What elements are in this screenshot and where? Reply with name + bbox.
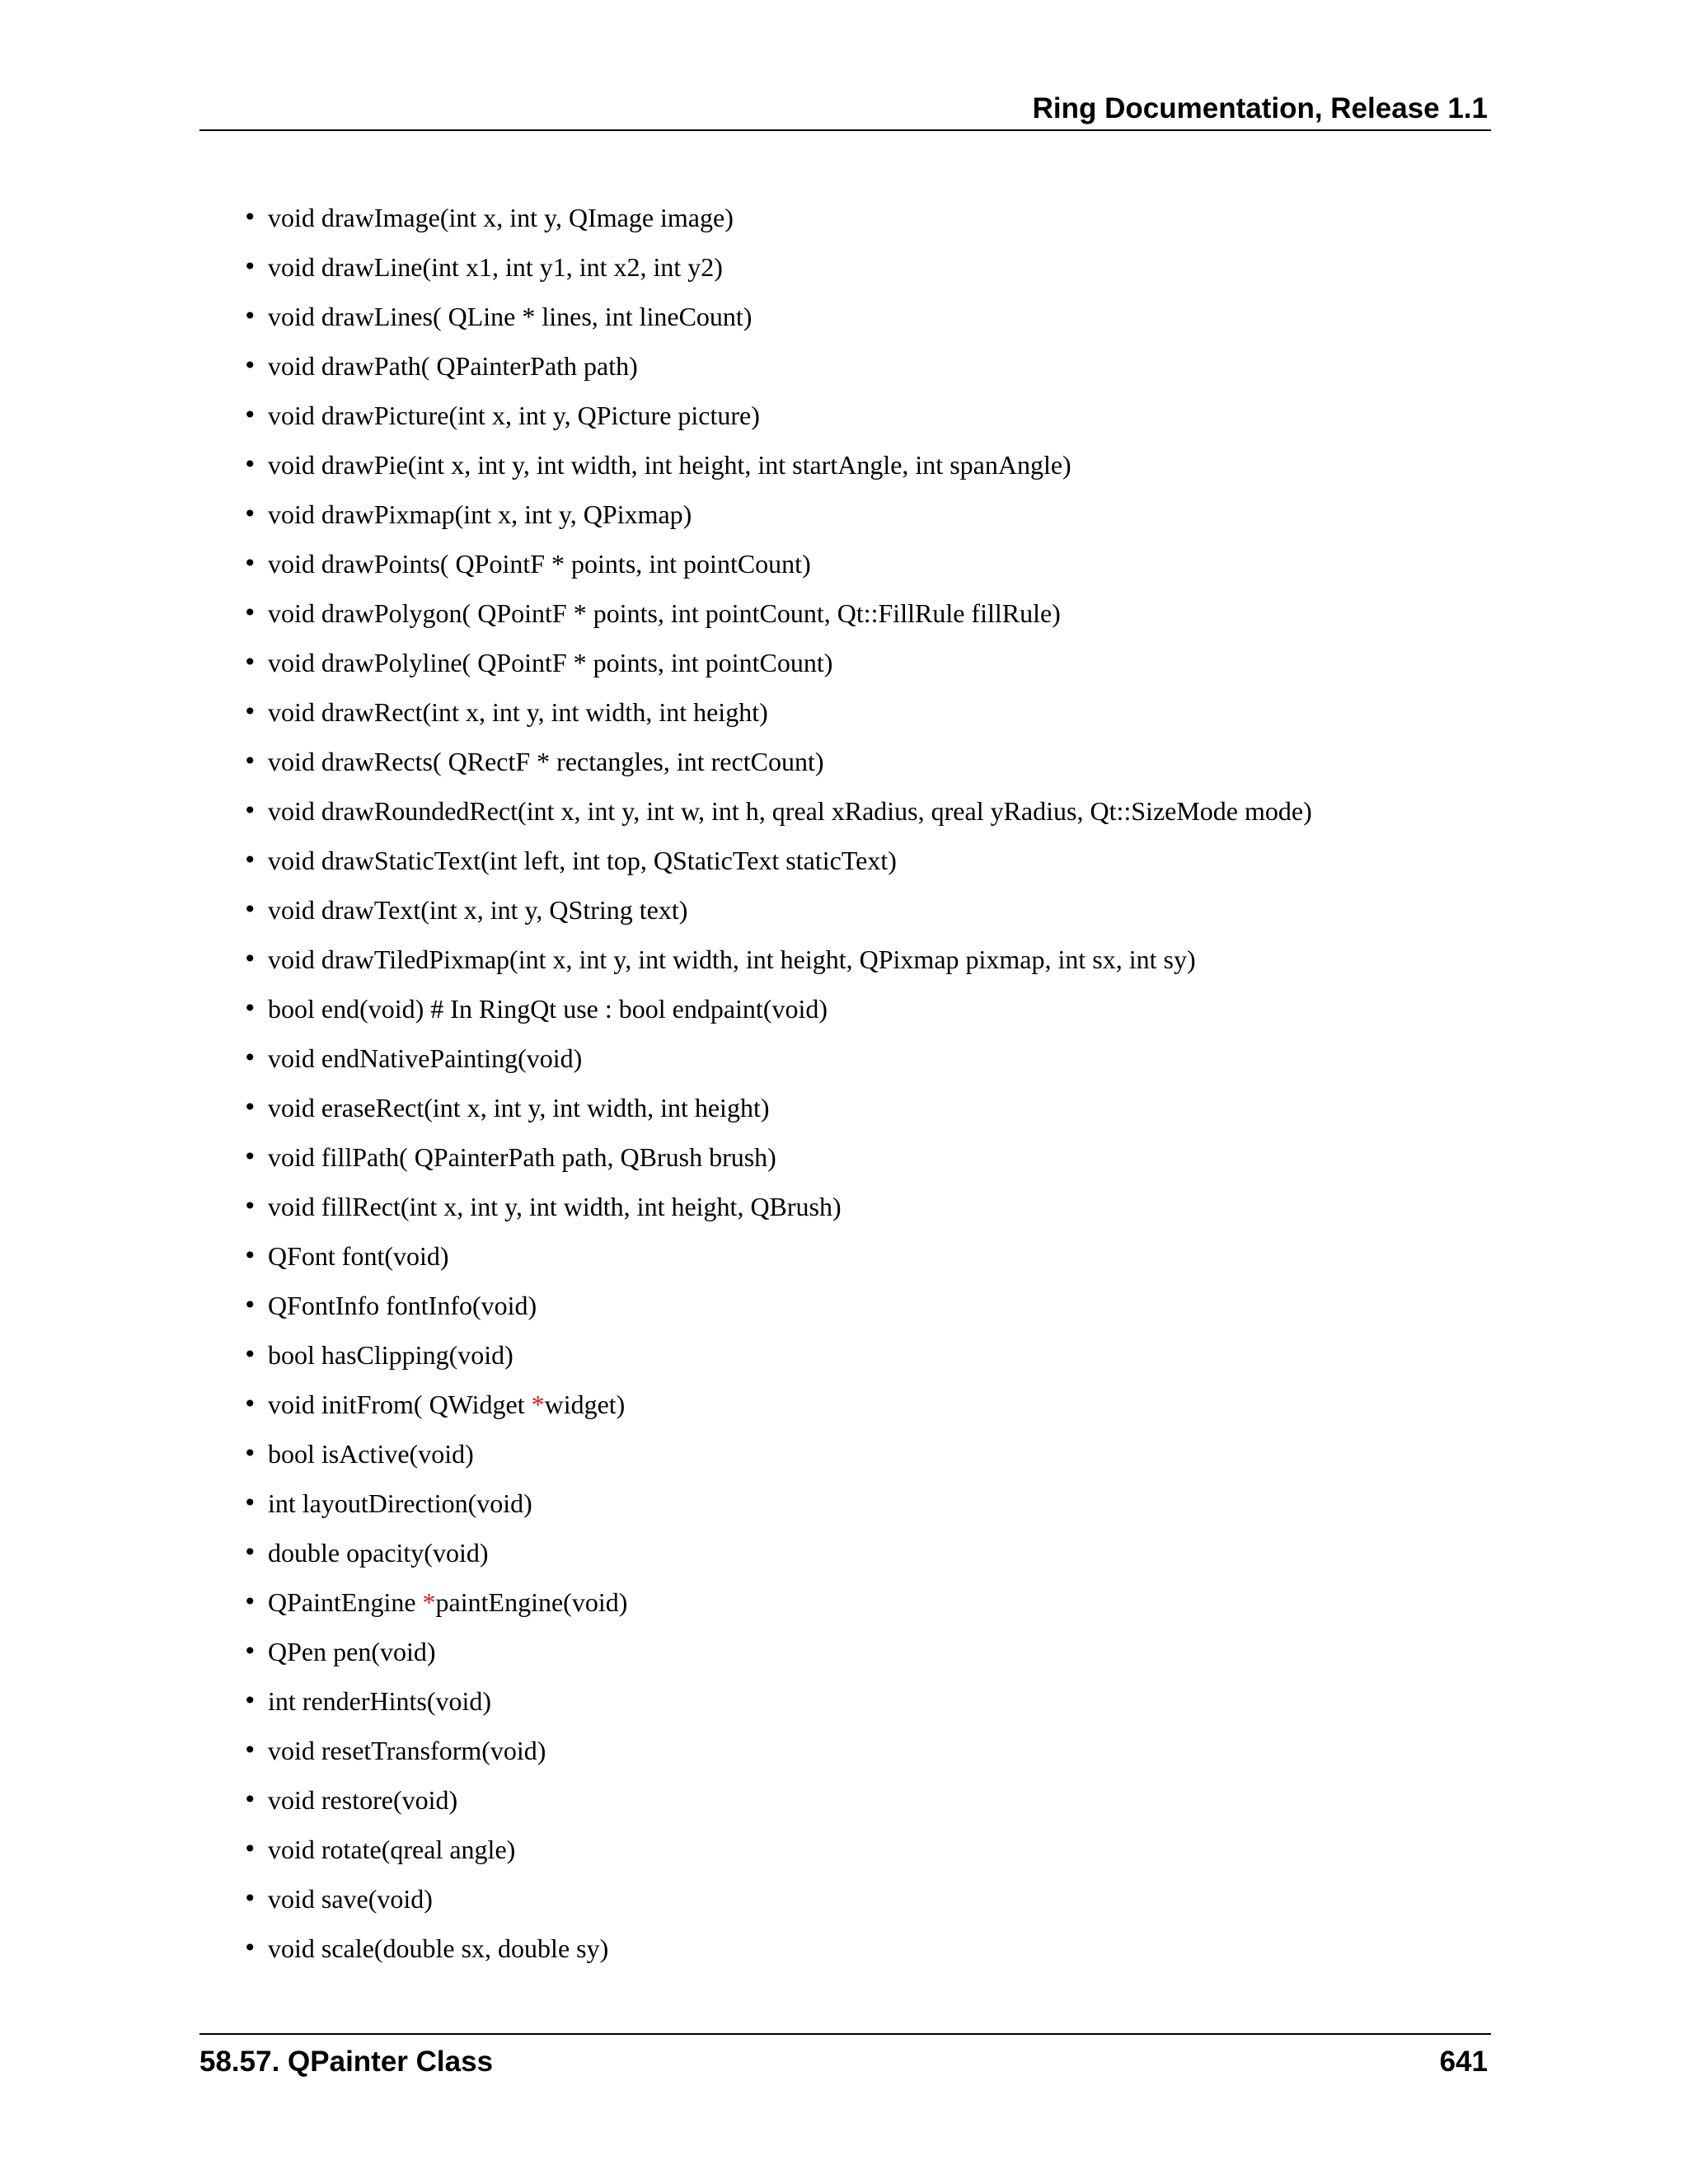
method-list-item — [0, 1683, 1688, 1732]
bullet-icon: • — [243, 896, 257, 923]
method-list-item — [0, 991, 1688, 1040]
method-list-item — [0, 595, 1688, 644]
method-signature: void drawPolygon( QPointF * points, int pointCount, Qt::FillRule fillRule) — [268, 598, 1061, 628]
header-rule — [199, 129, 1491, 131]
method-list-item — [0, 298, 1688, 348]
method-signature: void drawPixmap(int x, int y, QPixmap) — [268, 499, 692, 529]
method-list-item — [0, 1188, 1688, 1238]
method-signature: QFontInfo fontInfo(void) — [268, 1291, 537, 1320]
method-list-item — [0, 199, 1688, 249]
method-signature: void resetTransform(void) — [268, 1736, 546, 1765]
bullet-icon: • — [243, 1291, 257, 1319]
bullet-icon: • — [243, 1489, 257, 1516]
bullet-icon: • — [243, 1193, 257, 1220]
bullet-icon: • — [243, 352, 257, 379]
bullet-icon: • — [243, 500, 257, 527]
footer-rule — [199, 2033, 1491, 2035]
bullet-icon: • — [243, 550, 257, 577]
method-list-item — [0, 1436, 1688, 1485]
method-signature — [268, 1584, 627, 1620]
page-number: 641 — [1439, 2046, 1488, 2078]
bullet-icon: • — [243, 599, 257, 626]
method-list-item — [0, 1930, 1688, 1980]
bullet-icon: • — [243, 649, 257, 676]
method-signature — [268, 1386, 625, 1422]
bullet-icon: • — [243, 846, 257, 874]
bullet-icon: • — [243, 1687, 257, 1714]
bullet-icon: • — [243, 401, 257, 429]
method-list-item — [0, 1831, 1688, 1881]
bullet-icon: • — [243, 1539, 257, 1566]
method-list-item — [0, 447, 1688, 496]
bullet-icon: • — [243, 995, 257, 1022]
method-signature-part: void initFrom( QWidget — [268, 1390, 532, 1419]
method-list-item — [0, 1535, 1688, 1584]
footer-section-title: 58.57. QPainter Class — [199, 2046, 494, 2078]
method-signature-part: QPaintEngine — [268, 1587, 423, 1617]
method-list-item — [0, 1090, 1688, 1139]
bullet-icon: • — [243, 698, 257, 725]
method-signature: void drawPicture(int x, int y, QPicture picture) — [268, 401, 760, 430]
method-list-item — [0, 1287, 1688, 1337]
bullet-icon: • — [243, 1390, 257, 1418]
method-list-item — [0, 1782, 1688, 1831]
method-list-item — [0, 842, 1688, 892]
bullet-icon: • — [243, 1934, 257, 1961]
method-list-item — [0, 644, 1688, 694]
method-signature: void drawLines( QLine * lines, int lineCount) — [268, 302, 753, 331]
method-list-item — [0, 1040, 1688, 1090]
bullet-icon: • — [243, 945, 257, 972]
method-list-item — [0, 348, 1688, 397]
bullet-icon: • — [243, 1736, 257, 1764]
method-signature: void drawText(int x, int y, QString text) — [268, 895, 688, 925]
method-list-item — [0, 1139, 1688, 1188]
method-list-item — [0, 892, 1688, 941]
bullet-icon: • — [243, 1341, 257, 1368]
method-list-item — [0, 249, 1688, 298]
method-signature-part: widget) — [544, 1390, 626, 1419]
method-list-item — [0, 546, 1688, 595]
method-signature: QFont font(void) — [268, 1241, 449, 1271]
method-signature: void endNativePainting(void) — [268, 1043, 583, 1073]
method-signature: void drawPoints( QPointF * points, int pointCount) — [268, 549, 811, 579]
method-signature: void drawPath( QPainterPath path) — [268, 351, 638, 381]
pointer-asterisk: * — [422, 1587, 436, 1617]
bullet-icon: • — [243, 204, 257, 231]
method-signature-part: paintEngine(void) — [435, 1587, 628, 1617]
method-signature: bool end(void) # In RingQt use : bool endpaint(void) — [268, 994, 828, 1024]
method-list-item — [0, 1485, 1688, 1535]
method-signature: void drawPie(int x, int y, int width, int height, int startAngle, int spanAngle) — [268, 450, 1071, 480]
method-signature: bool hasClipping(void) — [268, 1340, 513, 1370]
method-signature: bool isActive(void) — [268, 1439, 474, 1469]
bullet-icon: • — [243, 1094, 257, 1121]
method-list-item — [0, 1337, 1688, 1386]
method-list-item — [0, 743, 1688, 793]
bullet-icon: • — [243, 1242, 257, 1269]
running-header-title: Ring Documentation, Release 1.1 — [1032, 92, 1488, 124]
method-list-item — [0, 941, 1688, 991]
method-list-item — [0, 793, 1688, 842]
bullet-icon: • — [243, 797, 257, 824]
method-list-item — [0, 1732, 1688, 1782]
method-signature: void fillPath( QPainterPath path, QBrush brush) — [268, 1142, 776, 1172]
method-signature: double opacity(void) — [268, 1538, 489, 1568]
method-list-item — [0, 1386, 1688, 1436]
method-signature: void scale(double sx, double sy) — [268, 1933, 609, 1963]
bullet-icon: • — [243, 302, 257, 330]
bullet-icon: • — [243, 1885, 257, 1912]
bullet-icon: • — [243, 1143, 257, 1170]
method-signature: void drawRect(int x, int y, int width, int height) — [268, 697, 768, 727]
pointer-asterisk: * — [531, 1390, 545, 1419]
method-signature: QPen pen(void) — [268, 1637, 436, 1666]
method-signature: void drawLine(int x1, int y1, int x2, int y2) — [268, 252, 723, 282]
method-list-item — [0, 1584, 1688, 1633]
method-signature: void fillRect(int x, int y, int width, int height, QBrush) — [268, 1192, 842, 1221]
method-list-item — [0, 1881, 1688, 1930]
method-list — [0, 199, 1688, 1980]
bullet-icon: • — [243, 1638, 257, 1665]
method-signature: int layoutDirection(void) — [268, 1488, 532, 1518]
method-signature: void save(void) — [268, 1884, 433, 1914]
bullet-icon: • — [243, 253, 257, 280]
method-signature: void eraseRect(int x, int y, int width, int height) — [268, 1093, 770, 1122]
method-signature: int renderHints(void) — [268, 1686, 492, 1716]
method-signature: void drawPolyline( QPointF * points, int pointCount) — [268, 648, 833, 677]
method-signature: void drawImage(int x, int y, QImage image) — [268, 203, 734, 232]
bullet-icon: • — [243, 1786, 257, 1813]
bullet-icon: • — [243, 451, 257, 478]
method-signature: void drawRects( QRectF * rectangles, int rectCount) — [268, 747, 824, 776]
method-signature: void restore(void) — [268, 1785, 458, 1815]
method-signature: void rotate(qreal angle) — [268, 1835, 516, 1864]
method-list-item — [0, 1238, 1688, 1287]
bullet-icon: • — [243, 1044, 257, 1071]
method-list-item — [0, 496, 1688, 546]
bullet-icon: • — [243, 1835, 257, 1863]
method-signature: void drawRoundedRect(int x, int y, int w, int h, qreal xRadius, qreal yRadius, Qt::SizeMode mode) — [268, 796, 1312, 826]
bullet-icon: • — [243, 1588, 257, 1615]
method-list-item — [0, 694, 1688, 743]
method-signature: void drawTiledPixmap(int x, int y, int width, int height, QPixmap pixmap, int sx, int sy) — [268, 944, 1196, 974]
method-list-item — [0, 397, 1688, 447]
method-signature: void drawStaticText(int left, int top, QStaticText staticText) — [268, 846, 897, 875]
method-list-item — [0, 1633, 1688, 1683]
bullet-icon: • — [243, 748, 257, 775]
bullet-icon: • — [243, 1440, 257, 1467]
